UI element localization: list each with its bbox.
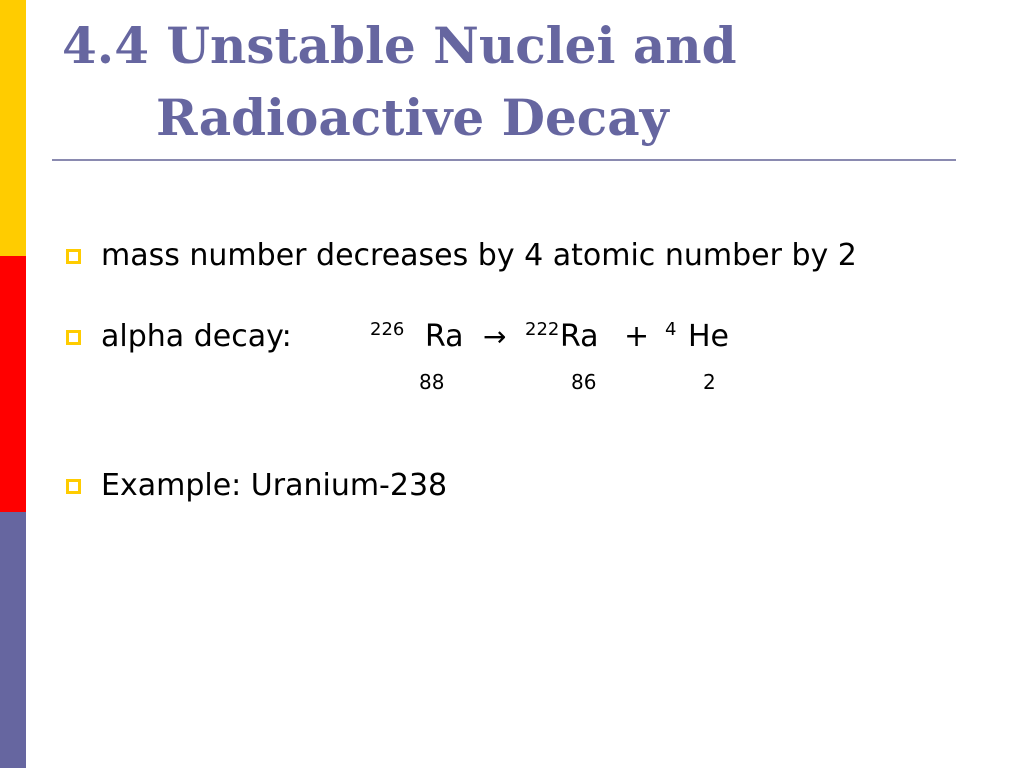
side-bar-yellow [0, 0, 26, 256]
bullet-mass-number: mass number decreases by 4 atomic number by 2 [101, 238, 857, 273]
slide-title-line2: Radioactive Decay [156, 88, 669, 147]
product1-mass-number: 222 [525, 319, 560, 340]
product2-symbol: He [688, 319, 730, 354]
arrow-right-icon: → [483, 320, 507, 353]
side-bar-red [0, 256, 26, 512]
bullet-alpha-decay: alpha decay: [101, 319, 292, 354]
plus-sign: + [624, 319, 650, 354]
reactant-mass-number: 226 [370, 319, 405, 340]
product2-mass-number: 4 [665, 319, 677, 340]
bullet-marker-icon [66, 249, 81, 264]
reactant-atomic-number: 88 [419, 370, 445, 394]
bullet-example: Example: Uranium-238 [101, 468, 448, 503]
bullet-marker-icon [66, 330, 81, 345]
side-bar-blue [0, 512, 26, 768]
title-divider [52, 159, 956, 161]
product1-symbol: Ra [560, 319, 599, 354]
slide-title [62, 10, 962, 154]
reactant-symbol: Ra [425, 319, 464, 354]
bullet-marker-icon [66, 479, 81, 494]
product2-atomic-number: 2 [703, 370, 716, 394]
slide-title-line1: 4.4 Unstable Nuclei and [62, 16, 737, 75]
product1-atomic-number: 86 [571, 370, 597, 394]
